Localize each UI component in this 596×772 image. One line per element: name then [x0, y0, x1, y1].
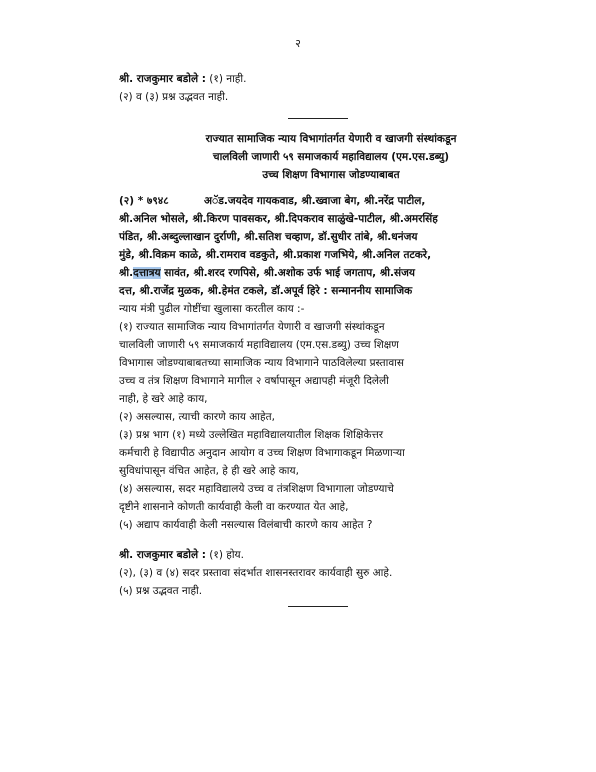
page-number: २: [295, 37, 301, 50]
askers-line: श्री.अनिल भोसले, श्री.किरण पावसकर, श्री.दिपकराव साळुंखे-पाटील, श्री.अमरसिंह: [119, 213, 438, 225]
askers-line: पंडित, श्री.अब्दुल्लाखान दुर्राणी, श्री.सतिश चव्हाण, डॉ.सुधीर तांबे, श्री.धनंजय: [119, 231, 418, 243]
askers-line: [119, 192, 543, 210]
separator-rule: [288, 118, 348, 119]
answer-line: [119, 546, 543, 564]
question-part: (३) प्रश्न भाग (१) मध्ये उल्लेखित महाविद्यालयातील शिक्षक शिक्षिकेत्तर: [119, 429, 384, 441]
answer-text: (१) नाही.: [209, 73, 247, 85]
answer-text: (५) प्रश्न उद्भवत नाही.: [119, 585, 203, 597]
question-part: सुविधांपासून वंचित आहेत, हे ही खरे आहे काय,: [119, 465, 299, 477]
separator-rule: [288, 606, 348, 607]
answer-text: (२) व (३) प्रश्न उद्भवत नाही.: [119, 91, 229, 103]
question-part: (१) राज्यात सामाजिक न्याय विभागांतर्गत येणारी व खाजगी संस्थांकडून: [119, 321, 385, 333]
answer-block-1: [119, 70, 543, 106]
highlighted-text[interactable]: दत्तात्रय: [133, 267, 161, 279]
title-line: राज्यात सामाजिक न्याय विभागांतर्गत येणारी व खाजगी संस्थांकडून: [205, 133, 457, 145]
question-body: [119, 300, 543, 534]
question-part: (५) अद्याप कार्यवाही केली नसल्यास विलंबाची कारणे काय आहेत ?: [119, 519, 373, 531]
question-part: उच्च व तंत्र शिक्षण विभागाने मागील २ वर्षापासून अद्यापही मंजूरी दिलेली: [119, 375, 389, 387]
answer-block-2: [119, 546, 543, 600]
question-intro: न्याय मंत्री पुढील गोष्टींचा खुलासा करतील काय :-: [119, 303, 305, 315]
speaker-name: श्री. राजकुमार बडोले :: [119, 73, 206, 85]
question-number: (२) * ७९४८: [119, 195, 169, 207]
askers-line: दत्त, श्री.राजेंद्र मुळक, श्री.हेमंत टकले, डॉ.अपूर्व हिरे : सन्माननीय सामाजिक: [119, 285, 413, 297]
question-part: दृष्टीने शासनाने कोणती कार्यवाही केली वा करण्यात येत आहे,: [119, 501, 349, 513]
title-line: उच्च शिक्षण विभागास जोडण्याबाबत: [262, 169, 400, 181]
title-line: चालविली जाणारी ५९ समाजकार्य महाविद्यालय (एम.एस.डब्यु): [212, 151, 450, 163]
answer-line: [119, 70, 543, 88]
question-part: विभागास जोडण्याबाबतच्या सामाजिक न्याय विभागाने पाठविलेल्या प्रस्तावास: [119, 357, 404, 369]
askers-text: अॅड.जयदेव गायकवाड, श्री.ख्वाजा बेग, श्री.नरेंद्र पाटील,: [204, 195, 426, 207]
question-title: [119, 130, 543, 184]
question-askers: [119, 192, 543, 300]
question-part: चालविली जाणारी ५९ समाजकार्य महाविद्यालय (एम.एस.डब्यु) उच्च शिक्षण: [119, 339, 399, 351]
speaker-name: श्री. राजकुमार बडोले :: [119, 549, 206, 561]
answer-text: (१) होय.: [209, 549, 244, 561]
question-part: (४) असल्यास, सदर महाविद्यालये उच्च व तंत्रशिक्षण विभागाला जोडण्याचे: [119, 483, 394, 495]
question-part: (२) असल्यास, त्याची कारणे काय आहेत,: [119, 411, 275, 423]
askers-line: मुंडे, श्री.विक्रम काळे, श्री.रामराव वडकुते, श्री.प्रकाश गजभिये, श्री.अनिल तटकरे,: [119, 249, 432, 261]
answer-text: (२), (३) व (४) सदर प्रस्तावा संदर्भात शासनस्तरावर कार्यवाही सुरु आहे.: [119, 567, 393, 579]
question-part: नाही, हे खरे आहे काय,: [119, 393, 208, 405]
question-part: कर्मचारी हे विद्यापीठ अनुदान आयोग व उच्च शिक्षण विभागाकडून मिळणाऱ्या: [119, 447, 405, 459]
askers-line: श्री.दत्तात्रय सावंत, श्री.शरद रणपिसे, श्री.अशोक उर्फ भाई जगताप, श्री.संजय: [119, 267, 415, 279]
